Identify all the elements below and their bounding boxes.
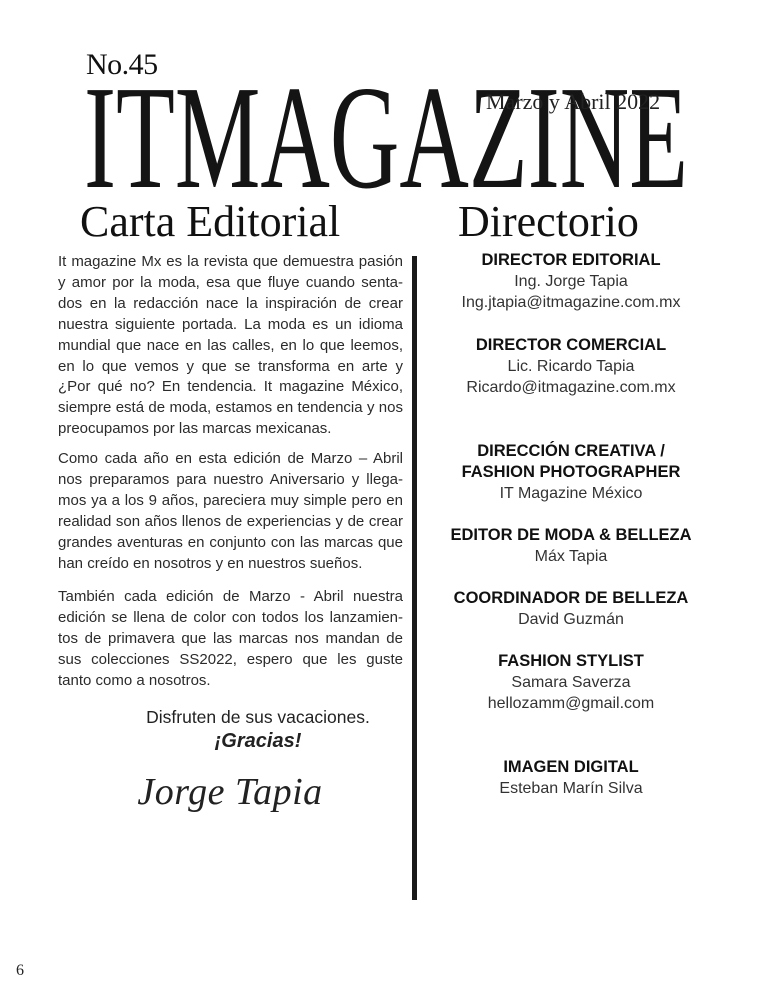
issue-date: Marzo y Abril 2022 — [486, 89, 661, 114]
person-email: Ing.jtapia@itmagazine.com.mx — [461, 294, 681, 311]
role-title: DIRECTOR EDITORIAL — [481, 251, 661, 269]
directory-direccion-creativa — [436, 441, 706, 504]
role-title: FASHION STYLIST — [498, 652, 644, 670]
person-email: Ricardo@itmagazine.com.mx — [466, 379, 676, 396]
person-name: David Guzmán — [518, 611, 624, 628]
person-name: Esteban Marín Silva — [499, 780, 643, 797]
role-title: IMAGEN DIGITAL — [503, 758, 639, 776]
person-email: hellozamm@gmail.com — [487, 695, 655, 712]
directory-director-comercial — [436, 335, 706, 398]
person-name: Samara Saverza — [511, 674, 631, 691]
directory-director-editorial — [436, 250, 706, 313]
directory-imagen-digital — [436, 757, 706, 799]
person-name: Máx Tapia — [534, 548, 608, 565]
magazine-logo — [84, 70, 690, 190]
issue-number: No.45 — [86, 48, 158, 81]
column-divider — [412, 256, 417, 900]
role-title-line-1: DIRECCIÓN CREATIVA / — [477, 442, 665, 460]
person-name: Lic. Ricardo Tapia — [507, 358, 635, 375]
editorial-title: Carta Editorial — [80, 197, 341, 246]
role-title: EDITOR DE MODA & BELLEZA — [450, 526, 692, 544]
editorial-paragraph-3: También cada edición de Marzo - Abril nuestra edición se llena de color con todos los lanzamien-tos de primavera que las marcas nos mandan de sus colecciones SS2022, espero que les guste tanto como a nosotros. — [58, 588, 403, 689]
page-number: 6 — [16, 962, 24, 979]
editor-signature: Jorge Tapia — [137, 771, 323, 813]
directory-title: Directorio — [458, 197, 639, 246]
directory-coordinador-belleza — [436, 588, 706, 630]
logo-text: ITMAGAZINE — [84, 70, 688, 190]
directory-fashion-stylist — [436, 651, 706, 714]
role-title: DIRECTOR COMERCIAL — [475, 336, 667, 354]
directory-editor-moda — [436, 525, 706, 567]
editorial-thanks: ¡Gracias! — [214, 730, 302, 752]
editorial-paragraph-1: It magazine Mx es la revista que demuestra pasión y amor por la moda, esa que fluye cuando senta-dos en la redacción nace la inspiración de crear nuestra siguiente portada. La moda es un idioma mundial que nace en las calles, en lo que leemos, en lo que vemos y que se transforma en arte y ¿Por qué no? En tendencia. It magazine México, siempre está de moda, estamos en tendencia y nos preocupamos por las marcas mexicanas. — [58, 253, 403, 438]
person-name: Ing. Jorge Tapia — [514, 273, 628, 290]
editorial-closing: Disfruten de sus vacaciones. — [146, 707, 370, 727]
role-title-line-2: FASHION PHOTOGRAPHER — [461, 463, 681, 481]
person-name: IT Magazine México — [499, 485, 643, 502]
role-title: COORDINADOR DE BELLEZA — [453, 589, 689, 607]
editorial-paragraph-2: Como cada año en esta edición de Marzo – Abril nos preparamos para nuestro Aniversario y llega-mos ya a los 9 años, pareciera muy simple pero en realidad son años llenos de experiencias y de crear grandes aventuras en conjunto con las marcas que han creído en nosotros y en nuestros sueños. — [58, 450, 403, 572]
